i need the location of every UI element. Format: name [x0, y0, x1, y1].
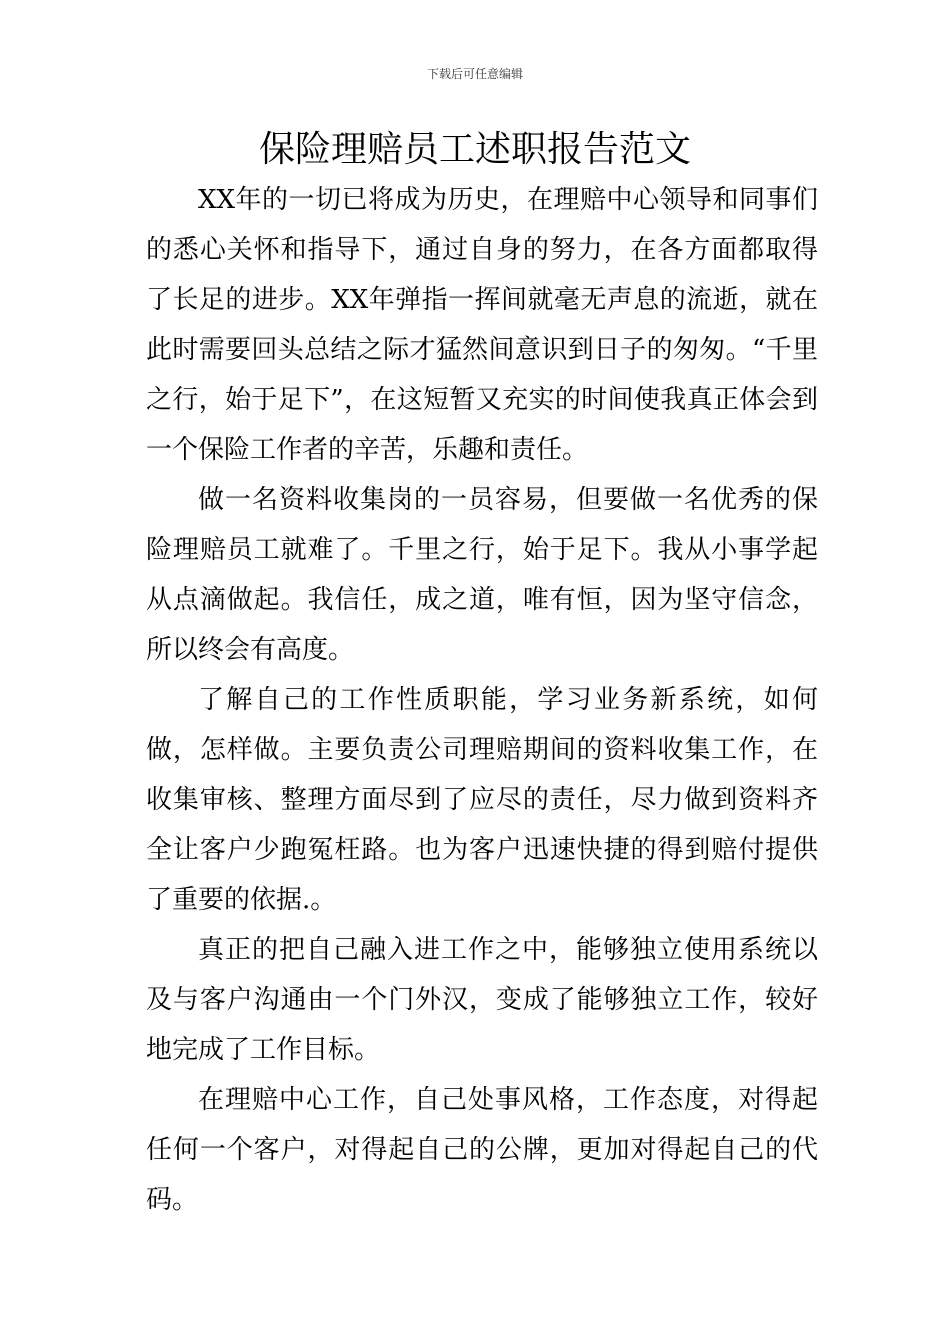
paragraph-1: XX年的一切已将成为历史，在理赔中心领导和同事们的悉心关怀和指导下，通过自身的努力，在各方面都取得了长足的进步。XX年弹指一挥间就毫无声息的流逝，就在此时需要回头总结之际才猛然间意识到日子的匆匆。“千里之行，始于足下”，在这短暂又充实的时间使我真正体会到一个保险工作者的辛苦，乐趣和责任。	[146, 185, 818, 465]
paragraph-2: 做一名资料收集岗的一员容易，但要做一名优秀的保险理赔员工就难了。千里之行，始于足下。我从小事学起从点滴做起。我信任，成之道，唯有恒，因为坚守信念，所以终会有高度。	[146, 485, 818, 665]
paragraph-4: 真正的把自己融入进工作之中，能够独立使用系统以及与客户沟通由一个门外汉，变成了能够独立工作，较好地完成了工作目标。	[146, 935, 818, 1065]
paragraph-5: 在理赔中心工作，自己处事风格，工作态度，对得起任何一个客户，对得起自己的公牌，更加对得起自己的代码。	[146, 1085, 818, 1215]
header-note: 下载后可任意编辑	[426, 67, 523, 81]
document-body	[146, 175, 818, 1225]
paragraph-3: 了解自己的工作性质职能，学习业务新系统，如何做，怎样做。主要负责公司理赔期间的资料收集工作，在收集审核、整理方面尽到了应尽的责任，尽力做到资料齐全让客户少跑冤枉路。也为客户迅速快捷的得到赔付提供了重要的依据.。	[146, 685, 818, 915]
document-title: 保险理赔员工述职报告范文	[258, 129, 691, 170]
